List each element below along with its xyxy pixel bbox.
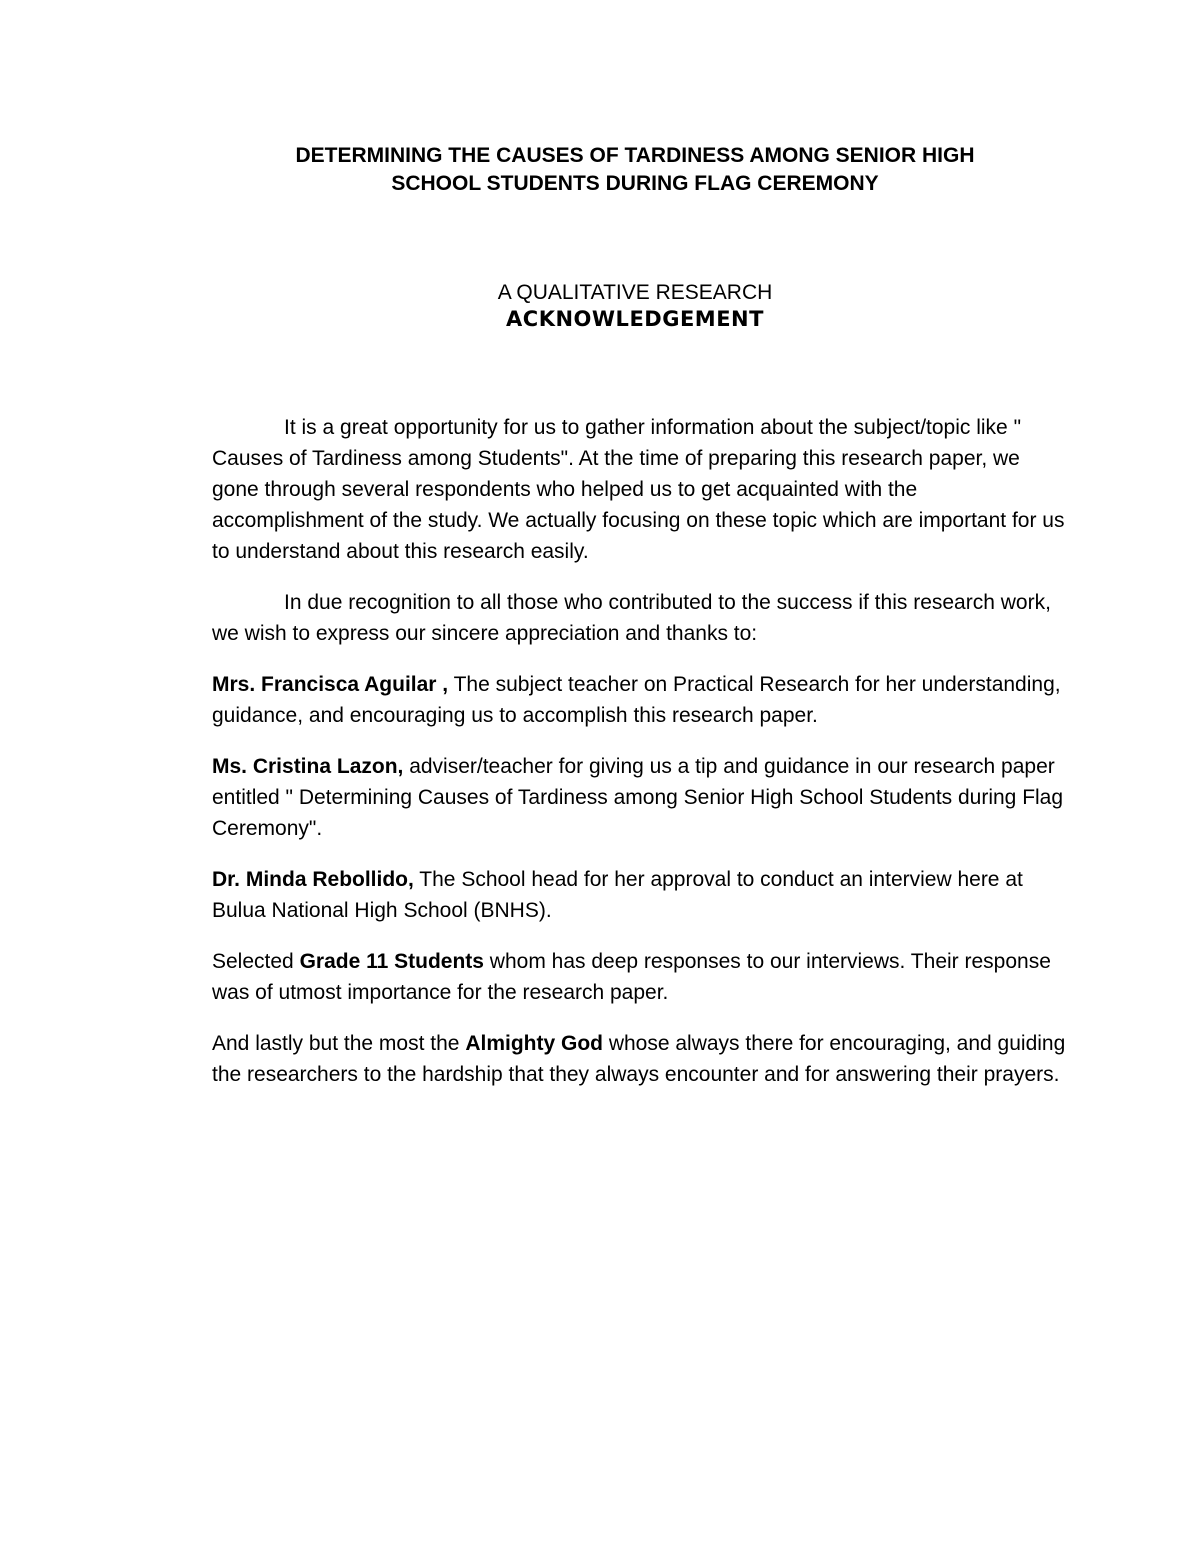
school-head-name: Dr. Minda Rebollido, xyxy=(212,868,414,891)
acknowledgement-body xyxy=(212,412,1072,1110)
students-name: Grade 11 Students xyxy=(299,950,484,973)
title-line-1: DETERMINING THE CAUSES OF TARDINESS AMONG SENIOR HIGH xyxy=(295,144,975,167)
section-heading: ACKNOWLEDGEMENT xyxy=(506,307,764,331)
paragraph-students xyxy=(212,946,1072,1008)
paragraph-god xyxy=(212,1028,1072,1090)
document-title xyxy=(150,142,1120,198)
title-line-2: SCHOOL STUDENTS DURING FLAG CEREMONY xyxy=(391,172,879,195)
adviser-name: Ms. Cristina Lazon, xyxy=(212,755,404,778)
god-name: Almighty God xyxy=(465,1032,603,1055)
teacher-name: Mrs. Francisca Aguilar , xyxy=(212,673,449,696)
paragraph-adviser xyxy=(212,751,1072,844)
paragraph-school-head xyxy=(212,864,1072,926)
teacher-text: The subject teacher on Practical Research for her understanding, guidance, and encouraging us to accomplish this research paper. xyxy=(212,673,1061,727)
students-text: whom has deep responses to our interviews. Their response was of utmost importance for the research paper. xyxy=(212,950,1051,1004)
research-type-subtitle: A QUALITATIVE RESEARCH xyxy=(497,281,773,304)
students-pre: Selected xyxy=(212,950,300,973)
god-pre: And lastly but the most the xyxy=(212,1032,466,1055)
paragraph-recognition: In due recognition to all those who contributed to the success if this research work, we wish to express our sincere appreciation and thanks to: xyxy=(212,591,1051,645)
adviser-text: adviser/teacher for giving us a tip and guidance in our research paper entitled " Determining Causes of Tardiness among Senior High School Students during Flag Ceremony". xyxy=(212,755,1064,840)
paragraph-teacher xyxy=(212,669,1072,731)
school-head-text: The School head for her approval to conduct an interview here at Bulua National High School (BNHS). xyxy=(212,868,1023,922)
god-text: whose always there for encouraging, and guiding the researchers to the hardship that they always encounter and for answering their prayers. xyxy=(212,1032,1066,1086)
paragraph-intro: It is a great opportunity for us to gather information about the subject/topic like " Causes of Tardiness among Students". At the time of preparing this research paper, we gone through several respondents who helped us to get acquainted with the accomplishment of the study. We actually focusing on these topic which are important for us to understand about this research easily. xyxy=(212,416,1065,563)
